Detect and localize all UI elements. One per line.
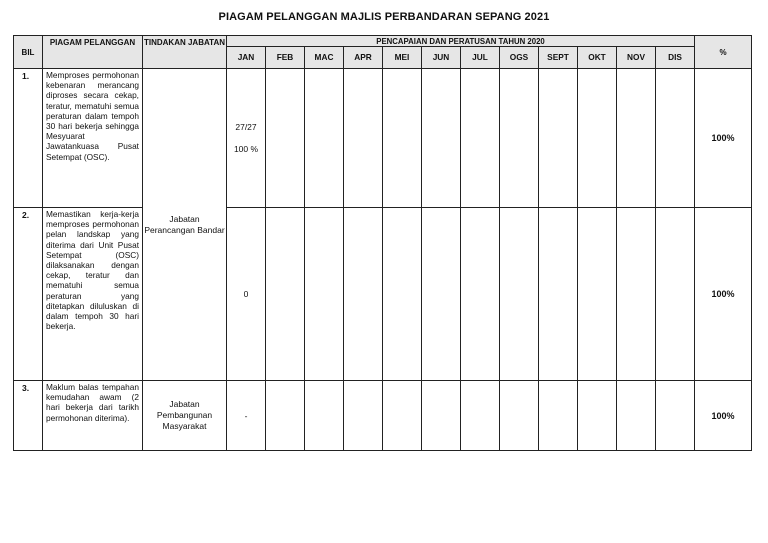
document-title: PIAGAM PELANGGAN MAJLIS PERBANDARAN SEPANG 2021 (218, 11, 550, 23)
header-month: JUL (461, 47, 500, 69)
month-cell (344, 381, 383, 451)
header-month: JAN (227, 47, 266, 69)
month-cell (383, 381, 422, 451)
header-month: FEB (266, 47, 305, 69)
month-cell (383, 69, 422, 208)
header-month: MEI (383, 47, 422, 69)
month-cell (539, 381, 578, 451)
percent-cell: 100% (695, 208, 752, 381)
department-cell: Jabatan Pembangunan Masyarakat (143, 381, 227, 451)
jan-percent: 100 % (233, 144, 259, 154)
month-cell (461, 208, 500, 381)
month-cell-jan: - (227, 381, 266, 451)
month-cell (500, 208, 539, 381)
month-cell (266, 69, 305, 208)
month-cell (266, 208, 305, 381)
month-cell (617, 69, 656, 208)
header-percent: % (695, 36, 752, 69)
row-number: 3. (14, 381, 43, 451)
header-month: JUN (422, 47, 461, 69)
month-cell (305, 381, 344, 451)
month-cell (578, 381, 617, 451)
month-cell (656, 69, 695, 208)
jan-count: 27/27 (235, 122, 257, 132)
month-cell (539, 208, 578, 381)
header-bil: BIL (14, 36, 43, 69)
department-cell (143, 69, 227, 381)
month-cell (305, 208, 344, 381)
month-cell-jan: 0 (227, 208, 266, 381)
percent-cell: 100% (695, 381, 752, 451)
month-cell (422, 69, 461, 208)
month-cell (500, 381, 539, 451)
month-cell (617, 381, 656, 451)
month-cell (617, 208, 656, 381)
month-cell (305, 69, 344, 208)
table-row (14, 69, 752, 208)
row-number: 2. (14, 208, 43, 381)
charter-description: Memastikan kerja-kerja memproses permohonan pelan landskap yang diterima dari Unit Pusat Setempat (OSC) dilaksanakan dengan cekap, teratur dan mematuhi semua peraturan yang ditetapkan diluluskan di dalam tempoh 30 hari bekerja. (43, 208, 143, 381)
header-month: OGS (500, 47, 539, 69)
header-month: OKT (578, 47, 617, 69)
header-month: NOV (617, 47, 656, 69)
month-cell (500, 69, 539, 208)
month-cell (344, 69, 383, 208)
month-cell (422, 208, 461, 381)
month-cell (539, 69, 578, 208)
header-month: MAC (305, 47, 344, 69)
header-month: APR (344, 47, 383, 69)
month-cell (461, 69, 500, 208)
table-row (14, 208, 752, 381)
month-cell (266, 381, 305, 451)
header-piagam: PIAGAM PELANGGAN (43, 36, 143, 69)
month-cell-jan (227, 69, 266, 208)
month-cell (656, 208, 695, 381)
header-month: DIS (656, 47, 695, 69)
month-cell (383, 208, 422, 381)
charter-description: Memproses permohonan kebenaran merancang diproses secara cekap, teratur, mematuhi semua peraturan dalam tempoh 30 hari bekerja sehingga Mesyuarat Jawatankuasa Pusat Setempat (OSC). (43, 69, 143, 208)
charter-description: Maklum balas tempahan kemudahan awam (2 hari bekerja dari tarikh permohonan diterima). (43, 381, 143, 451)
month-cell (578, 69, 617, 208)
header-pencapaian: PENCAPAIAN DAN PERATUSAN TAHUN 2020 (227, 36, 695, 47)
header-month: SEPT (539, 47, 578, 69)
month-cell (422, 381, 461, 451)
table-row (14, 381, 752, 451)
header-tindakan: TINDAKAN JABATAN (143, 36, 227, 69)
row-number: 1. (14, 69, 43, 208)
percent-cell: 100% (695, 69, 752, 208)
month-cell (461, 381, 500, 451)
department-label: Jabatan Perancangan Bandar (144, 213, 225, 235)
month-cell (578, 208, 617, 381)
month-cell (344, 208, 383, 381)
customer-charter-table (13, 35, 752, 451)
month-cell (656, 381, 695, 451)
